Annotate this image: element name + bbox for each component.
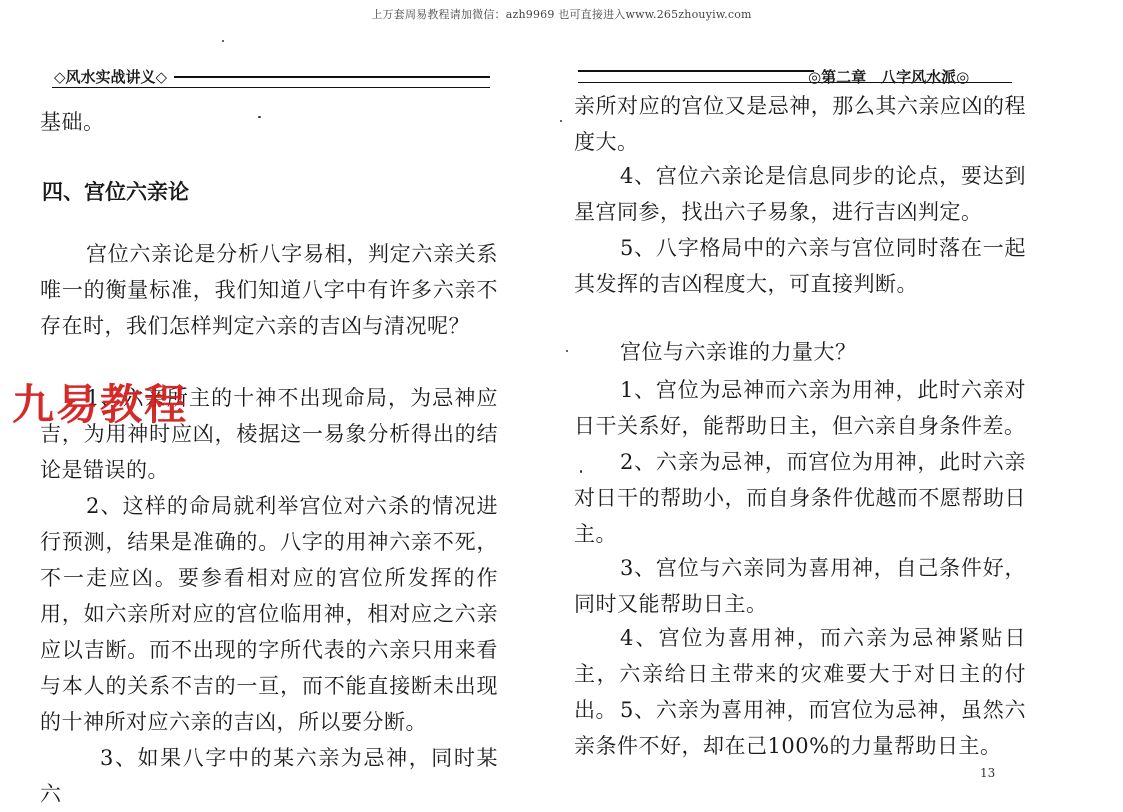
scan-speck [566,350,568,352]
right-running-header: ◎第二章 八字风水派◎ [808,68,970,86]
left-para-3: 2、这样的命局就利举宫位对六杀的情况进行预测，结果是准确的。八字的用神六亲不死，不一走应凶。要参看相对应的宫位所发挥的作用，如六亲所对应的宫位临用神，相对应之六亲应以吉断。而不出现的字所代表的六亲只用来看与本人的关系不吉的一亘，而不能直接断未出现的十神所对应六亲的吉凶，所以要分断。 [40,494,498,734]
page-number: 13 [980,766,996,780]
top-watermark-line: 上万套周易教程请加微信：azh9969 也可直接进入www.265zhouyiw.com [371,8,752,21]
left-running-header: ◇风水实战讲义◇ [54,68,168,86]
right-para-9: 5、六亲为喜用神，而宫位为忌神，虽然六亲条件不好，却在己100%的力量帮助日主。 [574,698,1026,758]
left-para-1: 宫位六亲论是分析八字易相，判定六亲关系唯一的衡量标准，我们知道八字中有许多六亲不存在时，我们怎样判定六亲的吉凶与清况呢？ [40,242,498,338]
left-para-top: 基础。 [40,110,105,134]
left-header-rule-lower [52,87,490,88]
scan-speck [222,40,224,42]
right-para-7: 3、宫位与六亲同为喜用神，自己条件好，同时又能帮助日主。 [574,556,1026,616]
right-para-6: 2、六亲为忌神，而宫位为用神，此时六亲对日干的帮助小，而自身条件优越而不愿帮助日主。 [574,450,1026,546]
right-para-3: 5、八字格局中的六亲与宫位同时落在一起其发挥的吉凶程度大，可直接判断。 [574,236,1026,296]
right-para-2: 4、宫位六亲论是信息同步的论点，要达到星宫同参，找出六子易象，进行吉凶判定。 [574,164,1026,224]
scan-speck [560,120,562,122]
scan-speck [580,470,582,473]
right-para-1: 亲所对应的宫位又是忌神，那么其六亲应凶的程度大。 [574,94,1026,154]
scan-speck [258,116,261,118]
right-header-rule [578,70,814,72]
left-header-rule [174,76,490,78]
left-para-2: 1、六亲所主的十神不出现命局，为忌神应吉，为用神时应凶，棱据这一易象分析得出的结论是错误的。 [40,386,498,482]
right-para-8: 4、宫位为喜用神，而六亲为忌神紧贴日主，六亲给日主带来的灾难要大于对日主的付出。 [574,626,1026,722]
right-para-5: 1、宫位为忌神而六亲为用神，此时六亲对日干关系好，能帮助日主，但六亲自身条件差。 [574,378,1026,438]
right-subheading: 宫位与六亲谁的力量大？ [620,340,857,364]
left-para-4: 3、如果八字中的某六亲为忌神，同时某六 [40,746,498,806]
red-watermark-logo: 九易教程 [12,380,189,429]
section-heading: 四、宫位六亲论 [42,179,189,204]
